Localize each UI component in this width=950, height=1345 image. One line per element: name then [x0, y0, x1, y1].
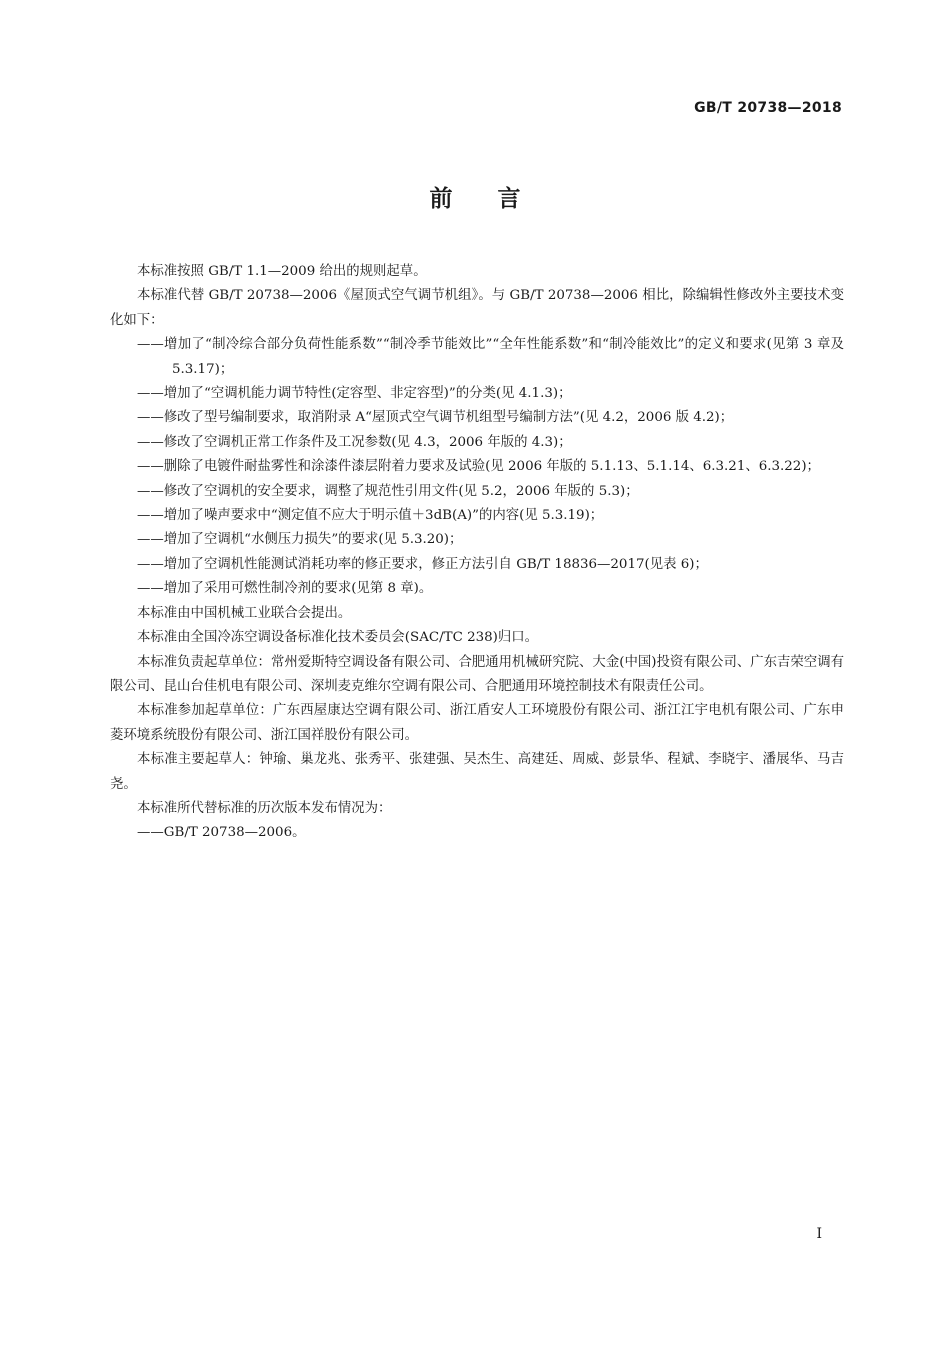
- change-item: ——增加了噪声要求中“测定值不应大于明示值＋3dB(A)”的内容(见 5.3.19)；: [137, 508, 604, 524]
- paragraph-participating-units: 本标准参加起草单位：广东西屋康达空调有限公司、浙江盾安人工环境股份有限公司、浙江江宇电机有限公司、广东申菱环境系统股份有限公司、浙江国祥股份有限公司。: [110, 703, 844, 743]
- change-item: ——增加了“空调机能力调节特性(定容型、非定容型)”的分类(见 4.1.3)；: [137, 386, 572, 402]
- paragraph-drafters: 本标准主要起草人：钟瑜、巢龙兆、张秀平、张建强、吴杰生、高建廷、周威、彭景华、程斌、李晓宇、潘展华、马吉尧。: [110, 752, 844, 792]
- paragraph-replaces: 本标准代替 GB/T 20738—2006《屋顶式空气调节机组》。与 GB/T 20738—2006 相比，除编辑性修改外主要技术变化如下：: [110, 288, 844, 328]
- standard-number: GB/T 20738—2018: [694, 100, 842, 116]
- change-item: ——增加了空调机性能测试消耗功率的修正要求，修正方法引自 GB/T 18836—2017(见表 6)；: [137, 556, 708, 572]
- change-item: ——删除了电镀件耐盐雾性和涂漆件漆层附着力要求及试验(见 2006 年版的 5.1.13、5.1.14、6.3.21、6.3.22)；: [137, 459, 820, 475]
- history-item: ——GB/T 20738—2006。: [137, 825, 306, 841]
- page-title: 前言: [429, 186, 566, 212]
- change-item: ——增加了采用可燃性制冷剂的要求(见第 8 章)。: [137, 581, 433, 597]
- paragraph-history-intro: 本标准所代替标准的历次版本发布情况为：: [137, 800, 392, 816]
- change-item: ——增加了“制冷综合部分负荷性能系数”“制冷季节能效比”“全年性能系数”和“制冷能效比”的定义和要求(见第 3 章及 5.3.17)；: [137, 337, 844, 377]
- paragraph-drafting-rules: 本标准按照 GB/T 1.1—2009 给出的规则起草。: [137, 264, 427, 279]
- page-number: I: [816, 1226, 822, 1242]
- change-item: ——修改了型号编制要求，取消附录 A“屋顶式空气调节机组型号编制方法”(见 4.2，2006 版 4.2)；: [137, 410, 734, 426]
- paragraph-drafting-units: 本标准负责起草单位：常州爱斯特空调设备有限公司、合肥通用机械研究院、大金(中国)投资有限公司、广东吉荣空调有限公司、昆山台佳机电有限公司、深圳麦克维尔空调有限公司、合肥通用环境控制技术有限责任公司。: [110, 654, 844, 694]
- change-item: ——增加了空调机“水侧压力损失”的要求(见 5.3.20)；: [137, 532, 463, 548]
- change-item: ——修改了空调机的安全要求，调整了规范性引用文件(见 5.2，2006 年版的 5.3)；: [137, 483, 639, 499]
- paragraph-managed-by: 本标准由全国冷冻空调设备标准化技术委员会(SAC/TC 238)归口。: [137, 630, 539, 646]
- change-item: ——修改了空调机正常工作条件及工况参数(见 4.3，2006 年版的 4.3)；: [137, 434, 572, 450]
- paragraph-proposed-by: 本标准由中国机械工业联合会提出。: [137, 605, 352, 621]
- foreword-body: [110, 260, 844, 846]
